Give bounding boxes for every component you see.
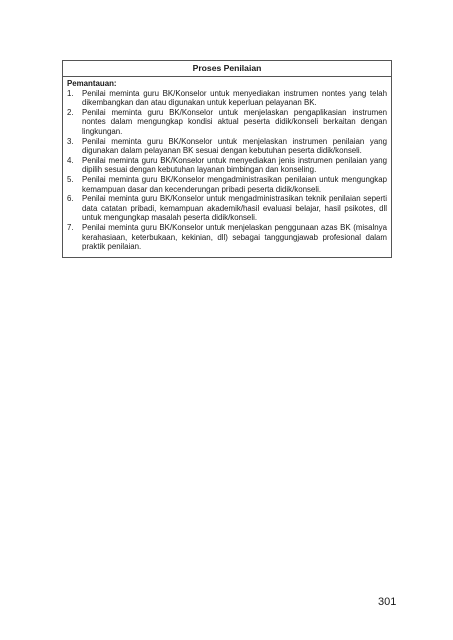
item-number: 3. [67, 136, 74, 146]
list-item [67, 156, 387, 175]
item-text: Penilai meminta guru BK/Konselor untuk menjelaskan pengaplikasian instrumen nontes dalam mengungkap kondisi aktual peserta didik/konseli berkaitan dengan lingkungan. [82, 107, 387, 136]
table-header: Proses Penilaian [63, 61, 391, 77]
item-text: Penilai meminta guru BK/Konselor untuk mengadministrasikan teknik penilaian seperti data catatan pribadi, kemampuan akademik/hasil evaluasi belajar, hasil psikotes, dll untuk mengungkap masalah peserta didik/konseli. [82, 194, 387, 223]
item-number: 2. [67, 107, 74, 117]
list-item [67, 137, 387, 156]
list-item [67, 175, 387, 194]
item-text: Penilai meminta guru BK/Konselor untuk menyediakan instrumen nontes yang telah dikembangkan dan atau digunakan untuk keperluan pelayanan BK. [82, 88, 387, 108]
table-body [63, 77, 391, 257]
item-number: 5. [67, 174, 74, 184]
item-list [67, 89, 387, 252]
list-item [67, 223, 387, 252]
list-item [67, 194, 387, 223]
item-number: 7. [67, 222, 74, 232]
item-number: 6. [67, 194, 74, 204]
assessment-table [62, 60, 392, 258]
item-text: Penilai meminta guru BK/Konselor untuk menjelaskan penggunaan azas BK (misalnya kerahasiaan, keterbukaan, kekinian, dll) sebagai tanggungjawab profesional dalam praktik penilaian. [82, 222, 387, 252]
list-item [67, 108, 387, 137]
item-number: 1. [67, 88, 74, 98]
item-text: Penilai meminta guru BK/Konselor untuk menjelaskan instrumen penilaian yang digunakan dalam pelayanan BK sesuai dengan kebutuhan peserta didik/konseli. [82, 136, 387, 156]
list-item [67, 89, 387, 108]
item-number: 4. [67, 155, 74, 165]
item-text: Penilai meminta guru BK/Konselor untuk menyediakan jenis instrumen penilaian yang dipilih sesuai dengan kebutuhan layanan bimbingan dan konseling. [82, 155, 387, 175]
section-label: Pemantauan: [67, 79, 117, 88]
page-number: 301 [378, 596, 397, 608]
item-text: Penilai meminta guru BK/Konselor mengadministrasikan penilaian untuk mengungkap kemampuan dasar dan kecenderungan pribadi peserta didik/konseli. [82, 174, 387, 194]
